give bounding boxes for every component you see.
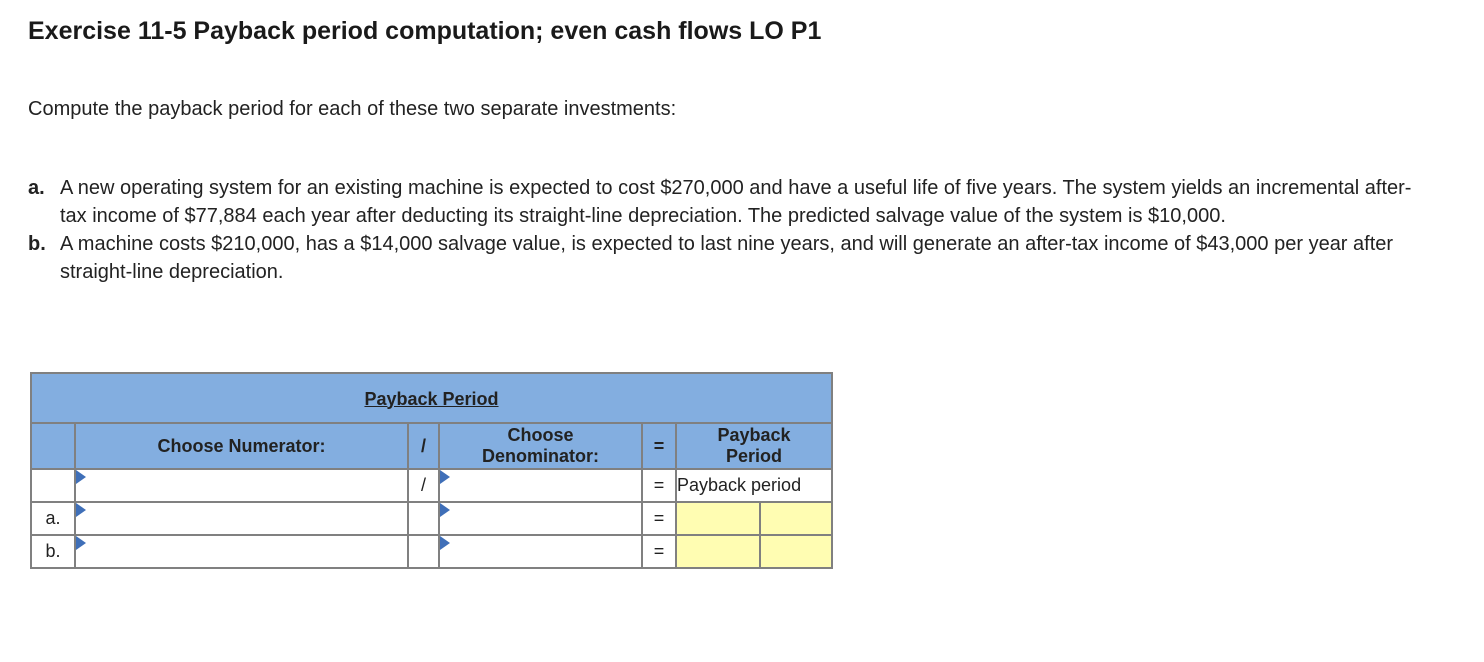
dropdown-marker-icon (76, 503, 86, 517)
answer-unit-input[interactable] (760, 502, 832, 535)
denominator-dropdown[interactable] (439, 502, 642, 535)
denominator-dropdown[interactable] (439, 469, 642, 502)
divide-sign: / (408, 469, 439, 502)
dropdown-marker-icon (76, 470, 86, 484)
investment-list (28, 174, 1428, 286)
payback-table (30, 372, 833, 569)
header-divide-sign: / (408, 423, 439, 469)
dropdown-marker-icon (76, 536, 86, 550)
row-label: a. (31, 502, 75, 535)
header-denominator: Choose Denominator: (439, 423, 642, 469)
answer-unit-input[interactable] (760, 535, 832, 568)
row-label: b. (31, 535, 75, 568)
equals-sign: = (642, 535, 676, 568)
equals-sign: = (642, 502, 676, 535)
table-row (31, 535, 832, 568)
numerator-dropdown[interactable] (75, 535, 408, 568)
answer-input[interactable] (676, 502, 760, 535)
table-caption (31, 373, 832, 423)
table-row (31, 502, 832, 535)
investment-item-a (28, 174, 1428, 230)
dropdown-marker-icon (440, 503, 450, 517)
header-result: Payback Period (676, 423, 832, 469)
numerator-dropdown[interactable] (75, 469, 408, 502)
numerator-dropdown[interactable] (75, 502, 408, 535)
table-caption-text: Payback Period (364, 388, 499, 409)
exercise-title: Exercise 11-5 Payback period computation; even cash flows LO P1 (28, 17, 822, 45)
item-text: A machine costs $210,000, has a $14,000 salvage value, is expected to last nine years, and will generate an after-tax income of $43,000 per year after straight-line depreciation. (60, 233, 1394, 283)
investment-item-b (28, 230, 1428, 286)
table-row (31, 469, 832, 502)
item-marker: b. (28, 233, 46, 255)
divide-sign (408, 502, 439, 535)
denominator-dropdown[interactable] (439, 535, 642, 568)
item-text: A new operating system for an existing machine is expected to cost $270,000 and have a useful life of five years. The system yields an incremental after-tax income of $77,884 each year after deducting its straight-line depreciation. The predicted salvage value of the system is $10,000. (60, 177, 1412, 227)
header-equals-sign: = (642, 423, 676, 469)
table-header-row (31, 423, 832, 469)
item-marker: a. (28, 177, 45, 199)
result-label: Payback period (676, 469, 832, 502)
divide-sign (408, 535, 439, 568)
header-blank (31, 423, 75, 469)
exercise-instructions: Compute the payback period for each of these two separate investments: (28, 98, 677, 120)
equals-sign: = (642, 469, 676, 502)
row-label (31, 469, 75, 502)
dropdown-marker-icon (440, 470, 450, 484)
header-numerator: Choose Numerator: (75, 423, 408, 469)
dropdown-marker-icon (440, 536, 450, 550)
answer-input[interactable] (676, 535, 760, 568)
